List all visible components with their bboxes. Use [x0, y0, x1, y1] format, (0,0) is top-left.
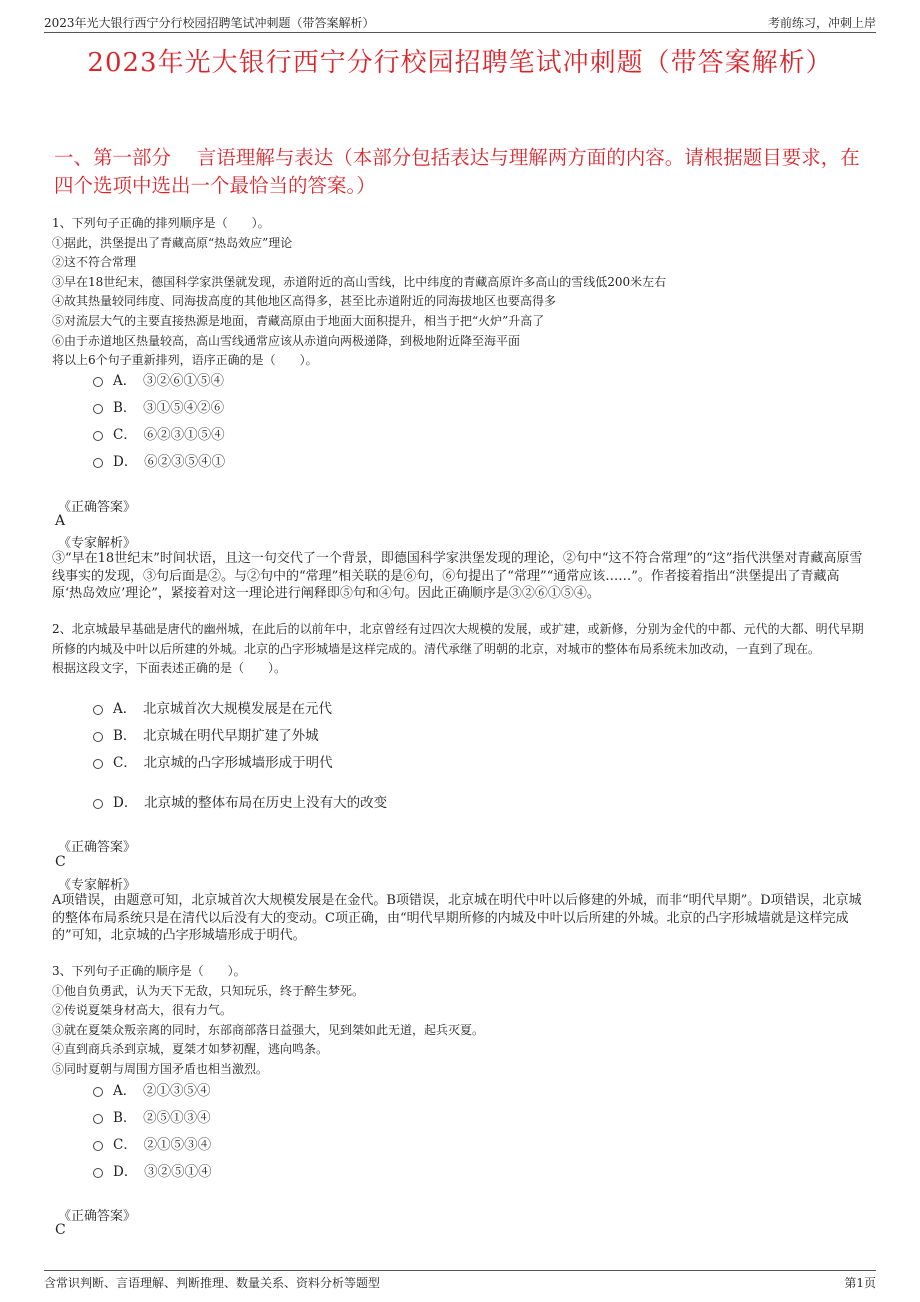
radio-icon[interactable]: [93, 1114, 103, 1124]
question-line: 1、下列句子正确的排列顺序是（ ）。: [52, 216, 270, 230]
radio-icon[interactable]: [93, 732, 103, 742]
section-heading: 一、第一部分 言语理解与表达（本部分包括表达与理解两方面的内容。请根据题目要求，在四个选项中选出一个最恰当的答案。）: [54, 146, 860, 197]
answer-value: C: [55, 1222, 66, 1238]
radio-icon[interactable]: [93, 431, 103, 441]
option-text: ③①⑤④②⑥: [143, 400, 225, 416]
option-label: A．: [113, 701, 130, 717]
page-header: [44, 10, 876, 33]
explanation: A项错误，由题意可知，北京城首次大规模发展是在金代。B项错误，北京城在明代中叶以后修建的外城，而非“明代早期”。D项错误，北京城的整体布局系统只是在清代以后没有大的变动。C项正确，由“明代早期所修的内城及中叶以后所建的外城。北京的凸字形城墙就是这样完成的”可知，北京城的凸字形城墙形成于明代。: [52, 893, 862, 944]
question-line: ⑤对流层大气的主要直接热源是地面，青藏高原由于地面大面积提升，相当于把“火炉”升高了: [52, 313, 545, 328]
radio-icon[interactable]: [93, 705, 103, 715]
header-doc-title: 2023年光大银行西宁分行校园招聘笔试冲刺题（带答案解析）: [44, 16, 375, 30]
question-line: ②传说夏桀身材高大，很有力气。: [52, 1003, 233, 1018]
answer-value: A: [55, 513, 66, 529]
question-line: ③就在夏桀众叛亲离的同时，东部商部落日益强大，见到桀如此无道，起兵灭夏。: [52, 1022, 485, 1037]
option-label: B．: [113, 1110, 130, 1126]
q3-option-d[interactable]: [93, 1163, 212, 1181]
option-text: 北京城首次大规模发展是在元代: [143, 701, 332, 717]
question-line: 3、下列句子正确的顺序是（ ）。: [52, 964, 246, 978]
question-line: ④直到商兵杀到京城，夏桀才如梦初醒，逃向鸣条。: [52, 1042, 329, 1057]
question-line: ①据此，洪堡提出了青藏高原“热岛效应”理论: [52, 235, 293, 250]
expert-label: 《专家解析》: [58, 536, 137, 551]
answer-label: 《正确答案》: [58, 500, 137, 515]
option-label: B．: [113, 400, 130, 416]
radio-icon[interactable]: [93, 1087, 103, 1097]
option-label: D．: [113, 795, 131, 811]
expert-label: 《专家解析》: [58, 878, 137, 893]
answer-label: 《正确答案》: [58, 840, 137, 855]
q1-option-d[interactable]: [93, 453, 225, 471]
question-line: 根据这段文字，下面表述正确的是（ ）。: [52, 661, 287, 676]
radio-icon[interactable]: [93, 458, 103, 468]
option-label: A．: [113, 1083, 130, 1099]
option-text: 北京城的整体布局在历史上没有大的改变: [144, 795, 388, 811]
radio-icon[interactable]: [93, 404, 103, 414]
question-line: ②这不符合常理: [52, 255, 137, 270]
question-line: ①他自负勇武，认为天下无敌，只知玩乐，终于醉生梦死。: [52, 983, 365, 998]
question-line: ⑤同时夏朝与周围方国矛盾也相当激烈。: [52, 1061, 269, 1076]
option-label: C．: [113, 755, 131, 771]
document-title: 2023年光大银行西宁分行校园招聘笔试冲刺题（带答案解析）: [87, 48, 833, 78]
option-label: D．: [113, 454, 131, 470]
question-line: ③早在18世纪末，德国科学家洪堡就发现，赤道附近的高山雪线，比中纬度的青藏高原许多高山的雪线低200米左右: [52, 274, 667, 289]
option-text: ⑥②③①⑤④: [143, 427, 225, 443]
question-3-stem: [52, 962, 864, 1080]
q2-option-d[interactable]: [93, 794, 387, 812]
answer-label: 《正确答案》: [58, 1209, 137, 1224]
question-2-stem: [52, 620, 864, 679]
q1-option-b[interactable]: [93, 399, 224, 417]
radio-icon[interactable]: [93, 377, 103, 387]
question-line: 将以上6个句子重新排列，语序正确的是（ ）。: [52, 353, 318, 368]
page-number: 第1页: [844, 1276, 876, 1290]
q1-option-c[interactable]: [93, 426, 225, 444]
radio-icon[interactable]: [93, 799, 103, 809]
option-label: D．: [113, 1164, 131, 1180]
question-line: ④故其热量较同纬度、同海拔高度的其他地区高得多，甚至比赤道附近的同海拔地区也要高得多: [52, 294, 557, 309]
q2-option-a[interactable]: [93, 700, 332, 718]
q3-option-b[interactable]: [93, 1109, 211, 1127]
option-text: ③②⑥①⑤④: [143, 373, 224, 389]
radio-icon[interactable]: [93, 759, 103, 769]
option-text: ②①⑤③④: [143, 1137, 212, 1153]
option-text: ③②⑤①④: [144, 1164, 212, 1180]
header-slogan: 考前练习，冲刺上岸: [767, 16, 876, 30]
question-line: 2、北京城最早基础是唐代的幽州城，在此后的以前年中，北京曾经有过四次大规模的发展，或扩建，或新修，分别为金代的中都、元代的大都、明代早期所修的内城及中叶以后所建的外城。北京的凸字形城墙是这样完成的。清代承继了明朝的北京，对城市的整体布局系统未加改动，一直到了现在。: [52, 622, 864, 656]
radio-icon[interactable]: [93, 1168, 103, 1178]
page-footer: [44, 1270, 876, 1291]
option-text: ②①③⑤④: [143, 1083, 211, 1099]
question-1-stem: [52, 214, 864, 371]
option-text: ②⑤①③④: [143, 1110, 211, 1126]
option-text: 北京城的凸字形城墙形成于明代: [143, 755, 333, 771]
q3-option-c[interactable]: [93, 1136, 211, 1154]
q1-option-a[interactable]: [93, 372, 224, 390]
question-line: ⑥由于赤道地区热量较高，高山雪线通常应该从赤道向两极递降，到极地附近降至海平面: [52, 333, 521, 348]
explanation: ③“早在18世纪末”时间状语，且这一句交代了一个背景，即德国科学家洪堡发现的理论，②句中“这不符合常理”的“这”指代洪堡对青藏高原雪线事实的发现，③句后面是②。与②句中的“常理”相关联的是⑥句，⑥句提出了“常理”“通常应该……”。作者接着指出“洪堡提出了青藏高原‘热岛效应’理论”，紧接着对这一理论进行阐释即⑤句和④句。因此正确顺序是③②⑥①⑤④。: [52, 551, 863, 602]
q2-option-b[interactable]: [93, 727, 319, 745]
option-label: B．: [113, 728, 130, 744]
option-text: ⑥②③⑤④①: [144, 454, 226, 470]
option-label: A．: [113, 373, 130, 389]
option-label: C．: [113, 427, 131, 443]
option-text: 北京城在明代早期扩建了外城: [143, 728, 319, 744]
footer-note: 含常识判断、言语理解、判断推理、数量关系、资料分析等题型: [44, 1276, 381, 1290]
q2-option-c[interactable]: [93, 754, 333, 772]
option-label: C．: [113, 1137, 131, 1153]
q3-option-a[interactable]: [93, 1082, 211, 1100]
radio-icon[interactable]: [93, 1141, 103, 1151]
answer-value: C: [55, 854, 66, 870]
